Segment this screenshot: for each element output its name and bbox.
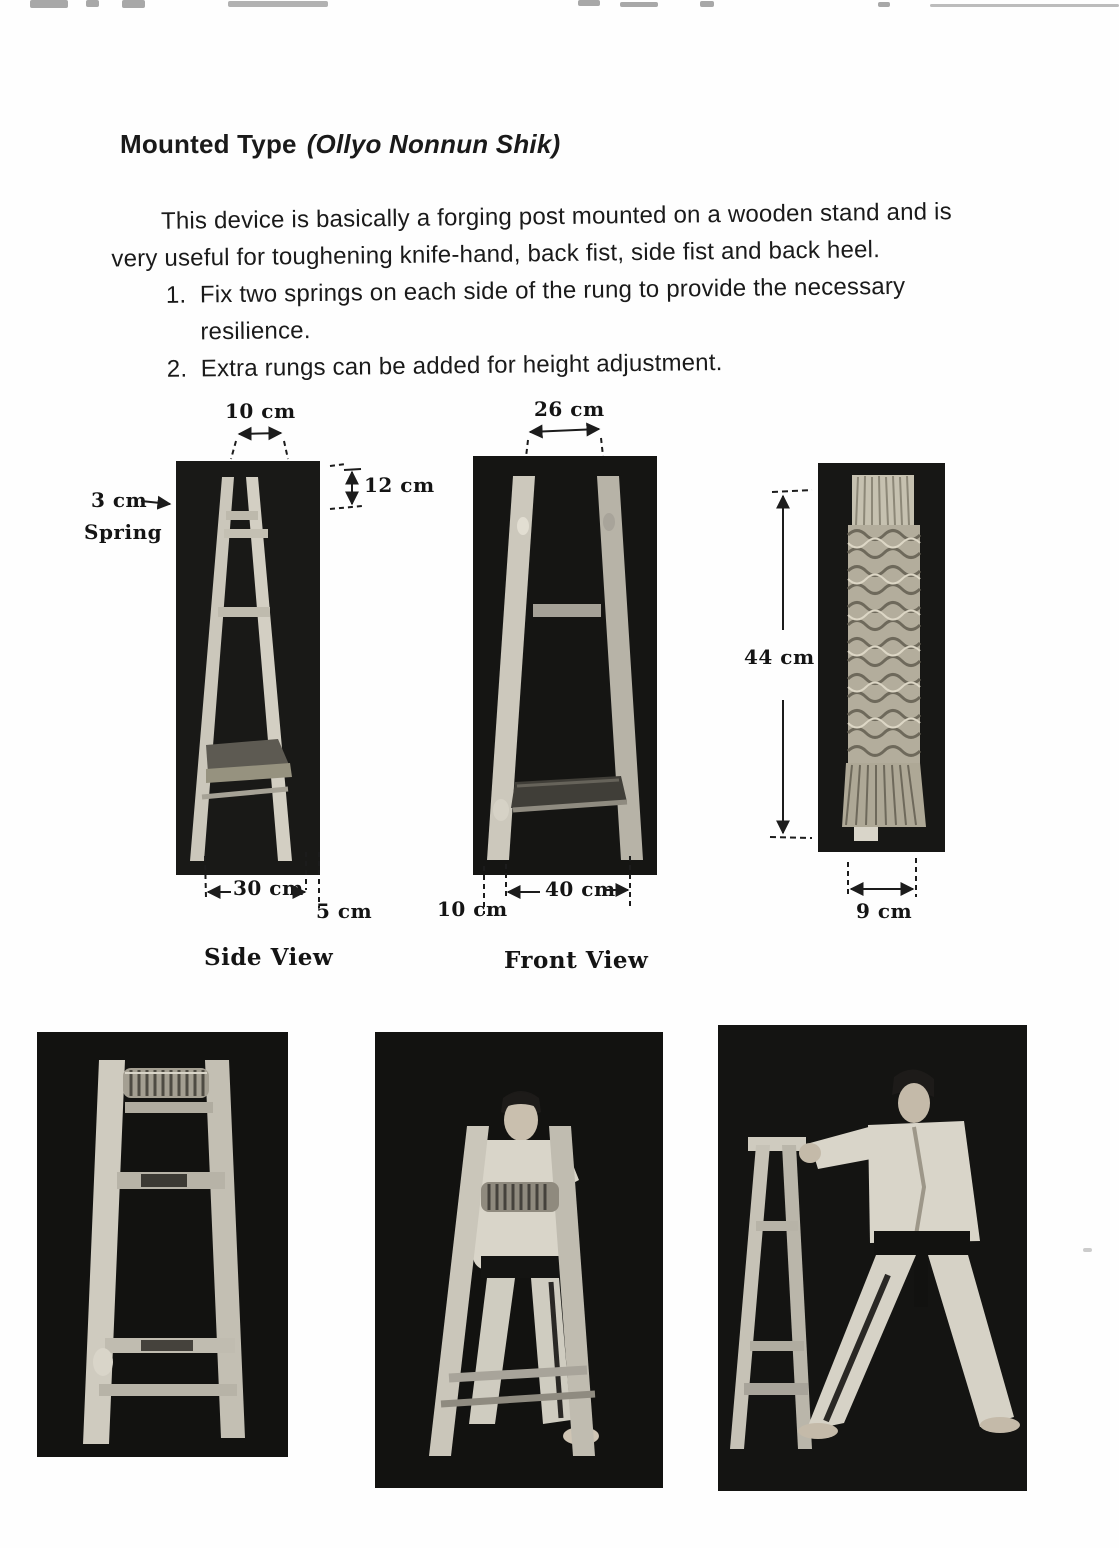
dim-label-side-top-width: 10 cm	[225, 399, 296, 423]
page-title-romanized: (Ollyo Nonnun Shik)	[306, 129, 561, 159]
scan-artifact	[578, 0, 600, 6]
scan-artifact	[122, 0, 145, 8]
page-title	[120, 129, 560, 160]
punch-demo-drawing	[375, 1032, 663, 1488]
scan-artifact	[86, 0, 99, 7]
scan-artifact	[620, 2, 658, 7]
scan-artifact	[30, 0, 68, 8]
dim-label-leg-offset: 10 cm	[437, 897, 508, 921]
list-text: Fix two springs on each side of the rung to provide the necessary resilience.	[199, 272, 906, 346]
scan-speckle	[1083, 1248, 1092, 1252]
stand-closeup-drawing	[37, 1032, 288, 1457]
list-text: Extra rungs can be added for height adjustment.	[200, 349, 723, 383]
instruction-item-1	[166, 267, 973, 351]
dim-label-side-base-width: 30 cm	[233, 876, 304, 900]
dim-label-spring: Spring	[84, 520, 163, 544]
dim-label-front-base-width: 40 cm	[545, 877, 616, 901]
side-view-stand-drawing	[176, 461, 320, 875]
photo-stand-closeup	[37, 1032, 288, 1457]
list-number: 1.	[165, 281, 187, 309]
intro-paragraph: This device is basically a forging post mounted on a wooden stand and is very useful for toughening knife-hand, back fist, side fist and back heel.	[111, 198, 952, 273]
list-number: 2.	[166, 355, 188, 383]
front-view-stand-drawing	[473, 456, 657, 875]
dim-label-post-drop: 12 cm	[364, 473, 435, 497]
caption-front-view: Front View	[504, 947, 649, 974]
dim-label-front-top-width: 26 cm	[534, 397, 605, 421]
dim-label-overhang: 5 cm	[316, 899, 373, 923]
scan-artifact	[700, 1, 714, 7]
photo-punch-demo	[375, 1032, 663, 1488]
page-title-main: Mounted Type	[120, 129, 297, 159]
dim-label-spring-size: 3 cm	[91, 488, 148, 512]
photo-front-view	[473, 456, 657, 875]
side-fist-demo-drawing	[718, 1025, 1027, 1491]
dim-label-post-width: 9 cm	[856, 899, 913, 923]
photo-side-fist-demo	[718, 1025, 1027, 1491]
scan-artifact	[878, 2, 890, 7]
straw-post-drawing	[818, 463, 945, 852]
dim-label-post-height: 44 cm	[744, 645, 815, 669]
photo-side-view	[176, 461, 320, 875]
photo-post-closeup	[818, 463, 945, 852]
scan-artifact	[228, 1, 328, 7]
caption-side-view: Side View	[204, 944, 334, 971]
scan-artifact	[930, 4, 1119, 7]
